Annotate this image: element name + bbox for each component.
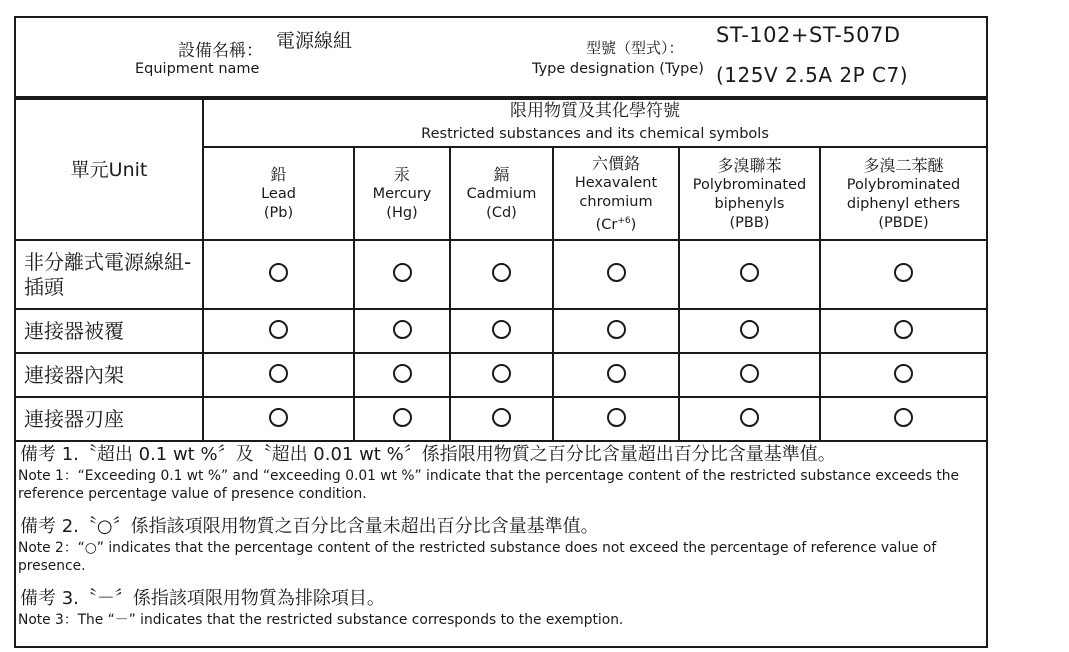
symbol-superscript: +6 bbox=[617, 215, 631, 226]
row-label: 連接器刃座 bbox=[16, 397, 203, 441]
status-cell bbox=[679, 309, 820, 353]
substance-column-header bbox=[450, 147, 553, 240]
equipment-name-value: 電源線組 bbox=[276, 30, 353, 52]
unit-header-cell bbox=[16, 97, 203, 240]
substance-name-en: Mercury bbox=[372, 186, 432, 202]
circle-mark-icon bbox=[894, 364, 913, 383]
circle-mark-icon bbox=[740, 408, 759, 427]
status-cell bbox=[553, 397, 679, 441]
table-row bbox=[16, 397, 986, 441]
restricted-substances-title-en: Restricted substances and its chemical symbols bbox=[421, 125, 769, 142]
status-cell bbox=[679, 397, 820, 441]
circle-mark-icon bbox=[894, 408, 913, 427]
circle-mark-icon bbox=[393, 364, 412, 383]
circle-mark-icon bbox=[492, 320, 511, 339]
note-text-zh: 備考 1.〝超出 0.1 wt %〞及〝超出 0.01 wt %〞係指限用物質之百分比含量超出百分比含量基準值。 bbox=[20, 444, 836, 465]
substance-name-en: Lead bbox=[261, 186, 296, 202]
status-cell bbox=[354, 240, 450, 309]
status-cell bbox=[354, 309, 450, 353]
status-cell bbox=[354, 397, 450, 441]
status-cell bbox=[450, 309, 553, 353]
status-cell bbox=[820, 353, 986, 397]
circle-mark-icon bbox=[607, 408, 626, 427]
circle-mark-icon bbox=[894, 263, 913, 282]
symbol-text: (Cr bbox=[595, 216, 618, 233]
circle-mark-icon bbox=[740, 320, 759, 339]
circle-mark-icon bbox=[393, 408, 412, 427]
equipment-name-label-en: Equipment name bbox=[135, 61, 260, 77]
circle-mark-icon bbox=[393, 263, 412, 282]
status-cell bbox=[450, 240, 553, 309]
substance-column-header bbox=[679, 147, 820, 240]
type-designation-value: ST-102+ST-507D bbox=[716, 23, 901, 47]
status-cell bbox=[203, 240, 354, 309]
substance-column-header bbox=[553, 147, 679, 240]
note-2 bbox=[16, 503, 986, 575]
substance-name-en: diphenyl ethers bbox=[846, 195, 961, 212]
substance-name-zh: 多溴二苯醚 bbox=[863, 155, 944, 175]
substance-column-header bbox=[203, 147, 354, 240]
status-cell bbox=[679, 240, 820, 309]
restricted-substances-table bbox=[16, 96, 986, 442]
circle-mark-icon bbox=[607, 320, 626, 339]
circle-mark-icon bbox=[607, 263, 626, 282]
substance-name-zh: 六價鉻 bbox=[591, 153, 640, 173]
status-cell bbox=[203, 353, 354, 397]
document-header bbox=[16, 18, 986, 100]
circle-mark-icon bbox=[269, 263, 288, 282]
table-row bbox=[16, 309, 986, 353]
status-cell bbox=[203, 397, 354, 441]
circle-mark-icon bbox=[740, 364, 759, 383]
status-cell bbox=[354, 353, 450, 397]
substance-name-zh: 鎘 bbox=[493, 165, 510, 184]
restricted-substances-title-zh: 限用物質及其化學符號 bbox=[510, 100, 681, 121]
substance-column-header bbox=[820, 147, 986, 240]
note-text-en: Note 3：The “－” indicates that the restricted substance corresponds to the exemption. bbox=[18, 612, 624, 628]
substance-symbol bbox=[554, 212, 678, 235]
substance-column-header bbox=[354, 147, 450, 240]
substance-name-en: Polybrominated bbox=[692, 176, 807, 193]
circle-mark-icon bbox=[492, 408, 511, 427]
substance-symbol: (PBDE) bbox=[878, 214, 929, 231]
note-text-zh: 備考 2.〝○〞係指該項限用物質之百分比含量未超出百分比含量基準值。 bbox=[20, 516, 599, 537]
notes-section bbox=[16, 439, 986, 629]
unit-label: 單元Unit bbox=[70, 159, 148, 181]
substance-name-en: Polybrominated bbox=[846, 176, 961, 193]
substance-symbol: (Hg) bbox=[386, 205, 418, 221]
row-label: 連接器內架 bbox=[16, 353, 203, 397]
type-designation-label-zh: 型號（型式）： bbox=[586, 39, 684, 57]
circle-mark-icon bbox=[269, 364, 288, 383]
note-text-en: Note 2：“○” indicates that the percentage content of the restricted substance does not exceed the percentage of reference value of presence. bbox=[18, 540, 937, 574]
status-cell bbox=[450, 397, 553, 441]
circle-mark-icon bbox=[269, 408, 288, 427]
substance-symbol: (Cd) bbox=[486, 205, 517, 221]
circle-mark-icon bbox=[740, 263, 759, 282]
note-1 bbox=[16, 439, 986, 503]
note-3 bbox=[16, 575, 986, 629]
status-cell bbox=[679, 353, 820, 397]
substance-name-zh: 汞 bbox=[393, 165, 410, 184]
type-designation-label-en: Type designation (Type) bbox=[532, 61, 704, 77]
substance-name-zh: 多溴聯苯 bbox=[717, 155, 782, 175]
note-text-en: Note 1：“Exceeding 0.1 wt %” and “exceeding 0.01 wt %” indicate that the percentage content of the restricted substance exceeds the reference percentage value of presence condition. bbox=[18, 468, 960, 502]
status-cell bbox=[553, 309, 679, 353]
status-cell bbox=[450, 353, 553, 397]
circle-mark-icon bbox=[894, 320, 913, 339]
circle-mark-icon bbox=[607, 364, 626, 383]
row-label bbox=[16, 240, 203, 309]
circle-mark-icon bbox=[492, 263, 511, 282]
row-label-text: 非分離式電源線組-插頭 bbox=[24, 249, 192, 299]
substance-name-en: chromium bbox=[579, 193, 653, 210]
circle-mark-icon bbox=[393, 320, 412, 339]
substance-name-en: Hexavalent bbox=[574, 174, 658, 191]
equipment-name-label-zh: 設備名稱： bbox=[178, 41, 263, 61]
status-cell bbox=[820, 309, 986, 353]
rohs-declaration-document bbox=[14, 16, 988, 648]
circle-mark-icon bbox=[492, 364, 511, 383]
status-cell bbox=[553, 240, 679, 309]
substance-symbol: (PBB) bbox=[729, 214, 770, 231]
circle-mark-icon bbox=[269, 320, 288, 339]
symbol-text: ) bbox=[630, 216, 637, 233]
table-row bbox=[16, 240, 986, 309]
substance-name-zh: 鉛 bbox=[270, 165, 287, 184]
status-cell bbox=[820, 240, 986, 309]
row-label: 連接器被覆 bbox=[16, 309, 203, 353]
restricted-substances-header bbox=[203, 97, 986, 147]
table-row bbox=[16, 353, 986, 397]
substance-symbol: (Pb) bbox=[263, 205, 294, 221]
note-text-zh: 備考 3.〝－〞係指該項限用物質為排除項目。 bbox=[20, 588, 385, 609]
substance-name-en: Cadmium bbox=[466, 186, 537, 202]
type-designation-rating: (125V 2.5A 2P C7) bbox=[716, 63, 908, 87]
substance-name-en: biphenyls bbox=[714, 195, 785, 212]
status-cell bbox=[553, 353, 679, 397]
status-cell bbox=[203, 309, 354, 353]
status-cell bbox=[820, 397, 986, 441]
